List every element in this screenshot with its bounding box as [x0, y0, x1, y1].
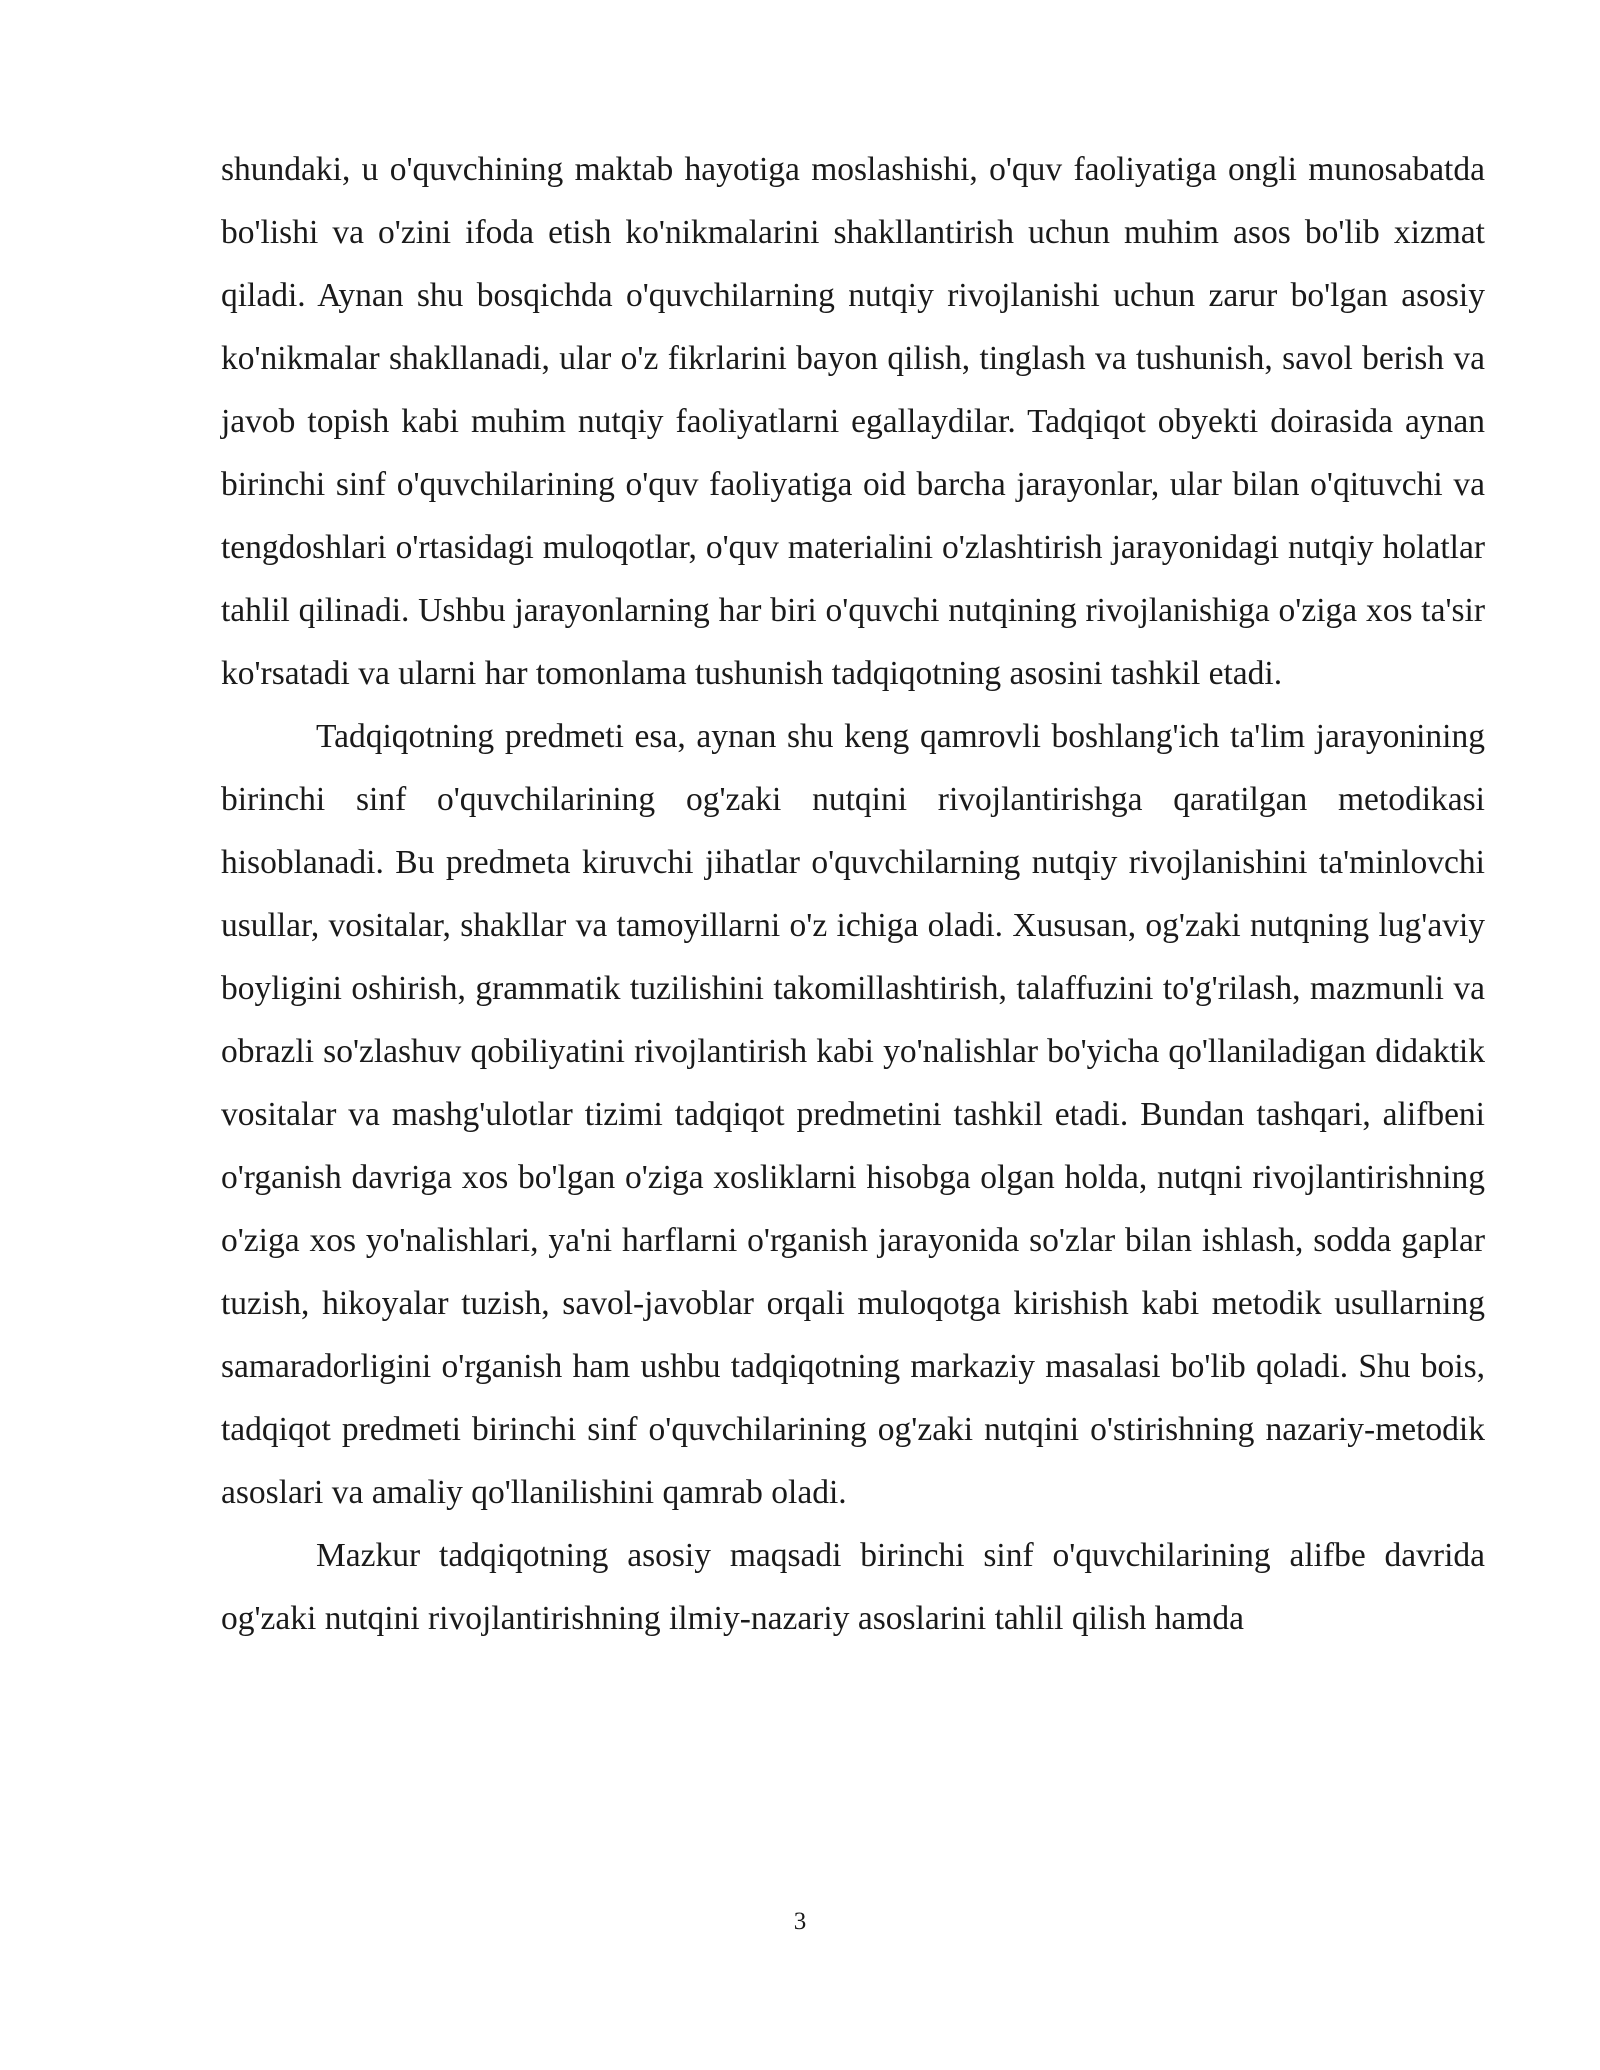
body-text [221, 138, 1485, 1650]
page-number: 3 [793, 1908, 807, 1935]
paragraph-2: Tadqiqotning predmeti esa, aynan shu keng qamrovli boshlang'ich ta'lim jarayonining birinchi sinf o'quvchilarining og'zaki nutqini rivojlantirishga qaratilgan metodikasi hisoblanadi. Bu predmeta kiruvchi jihatlar o'quvchilarning nutqiy rivojlanishini ta'minlovchi usullar, vositalar, shakllar va tamoyillarni o'z ichiga oladi. Xususan, og'zaki nutqning lug'aviy boyligini oshirish, grammatik tuzilishini takomillashtirish, talaffuzini to'g'rilash, mazmunli va obrazli so'zlashuv qobiliyatini rivojlantirish kabi yo'nalishlar bo'yicha qo'llaniladigan didaktik vositalar va mashg'ulotlar tizimi tadqiqot predmetini tashkil etadi. Bundan tashqari, alifbeni o'rganish davriga xos bo'lgan o'ziga xosliklarni hisobga olgan holda, nutqni rivojlantirishning o'ziga xos yo'nalishlari, ya'ni harflarni o'rganish jarayonida so'zlar bilan ishlash, sodda gaplar tuzish, hikoyalar tuzish, savol-javoblar orqali muloqotga kirishish kabi metodik usullarning samaradorligini o'rganish ham ushbu tadqiqotning markaziy masalasi bo'lib qoladi. Shu bois, tadqiqot predmeti birinchi sinf o'quvchilarining og'zaki nutqini o'stirishning nazariy-metodik asoslari va amaliy qo'llanilishini qamrab oladi. [221, 718, 1485, 1511]
paragraph-1: shundaki, u o'quvchining maktab hayotiga moslashishi, o'quv faoliyatiga ongli munosabatda bo'lishi va o'zini ifoda etish ko'nikmalarini shakllantirish uchun muhim asos bo'lib xizmat qiladi. Aynan shu bosqichda o'quvchilarning nutqiy rivojlanishi uchun zarur bo'lgan asosiy ko'nikmalar shakllanadi, ular o'z fikrlarini bayon qilish, tinglash va tushunish, savol berish va javob topish kabi muhim nutqiy faoliyatlarni egallaydilar. Tadqiqot obyekti doirasida aynan birinchi sinf o'quvchilarining o'quv faoliyatiga oid barcha jarayonlar, ular bilan o'qituvchi va tengdoshlari o'rtasidagi muloqotlar, o'quv materialini o'zlashtirish jarayonidagi nutqiy holatlar tahlil qilinadi. Ushbu jarayonlarning har biri o'quvchi nutqining rivojlanishiga o'ziga xos ta'sir ko'rsatadi va ularni har tomonlama tushunish tadqiqotning asosini tashkil etadi. [221, 151, 1485, 692]
paragraph-3: Mazkur tadqiqotning asosiy maqsadi birinchi sinf o'quvchilarining alifbe davrida og'zaki nutqini rivojlantirishning ilmiy-nazariy asoslarini tahlil qilish hamda [221, 1537, 1485, 1637]
